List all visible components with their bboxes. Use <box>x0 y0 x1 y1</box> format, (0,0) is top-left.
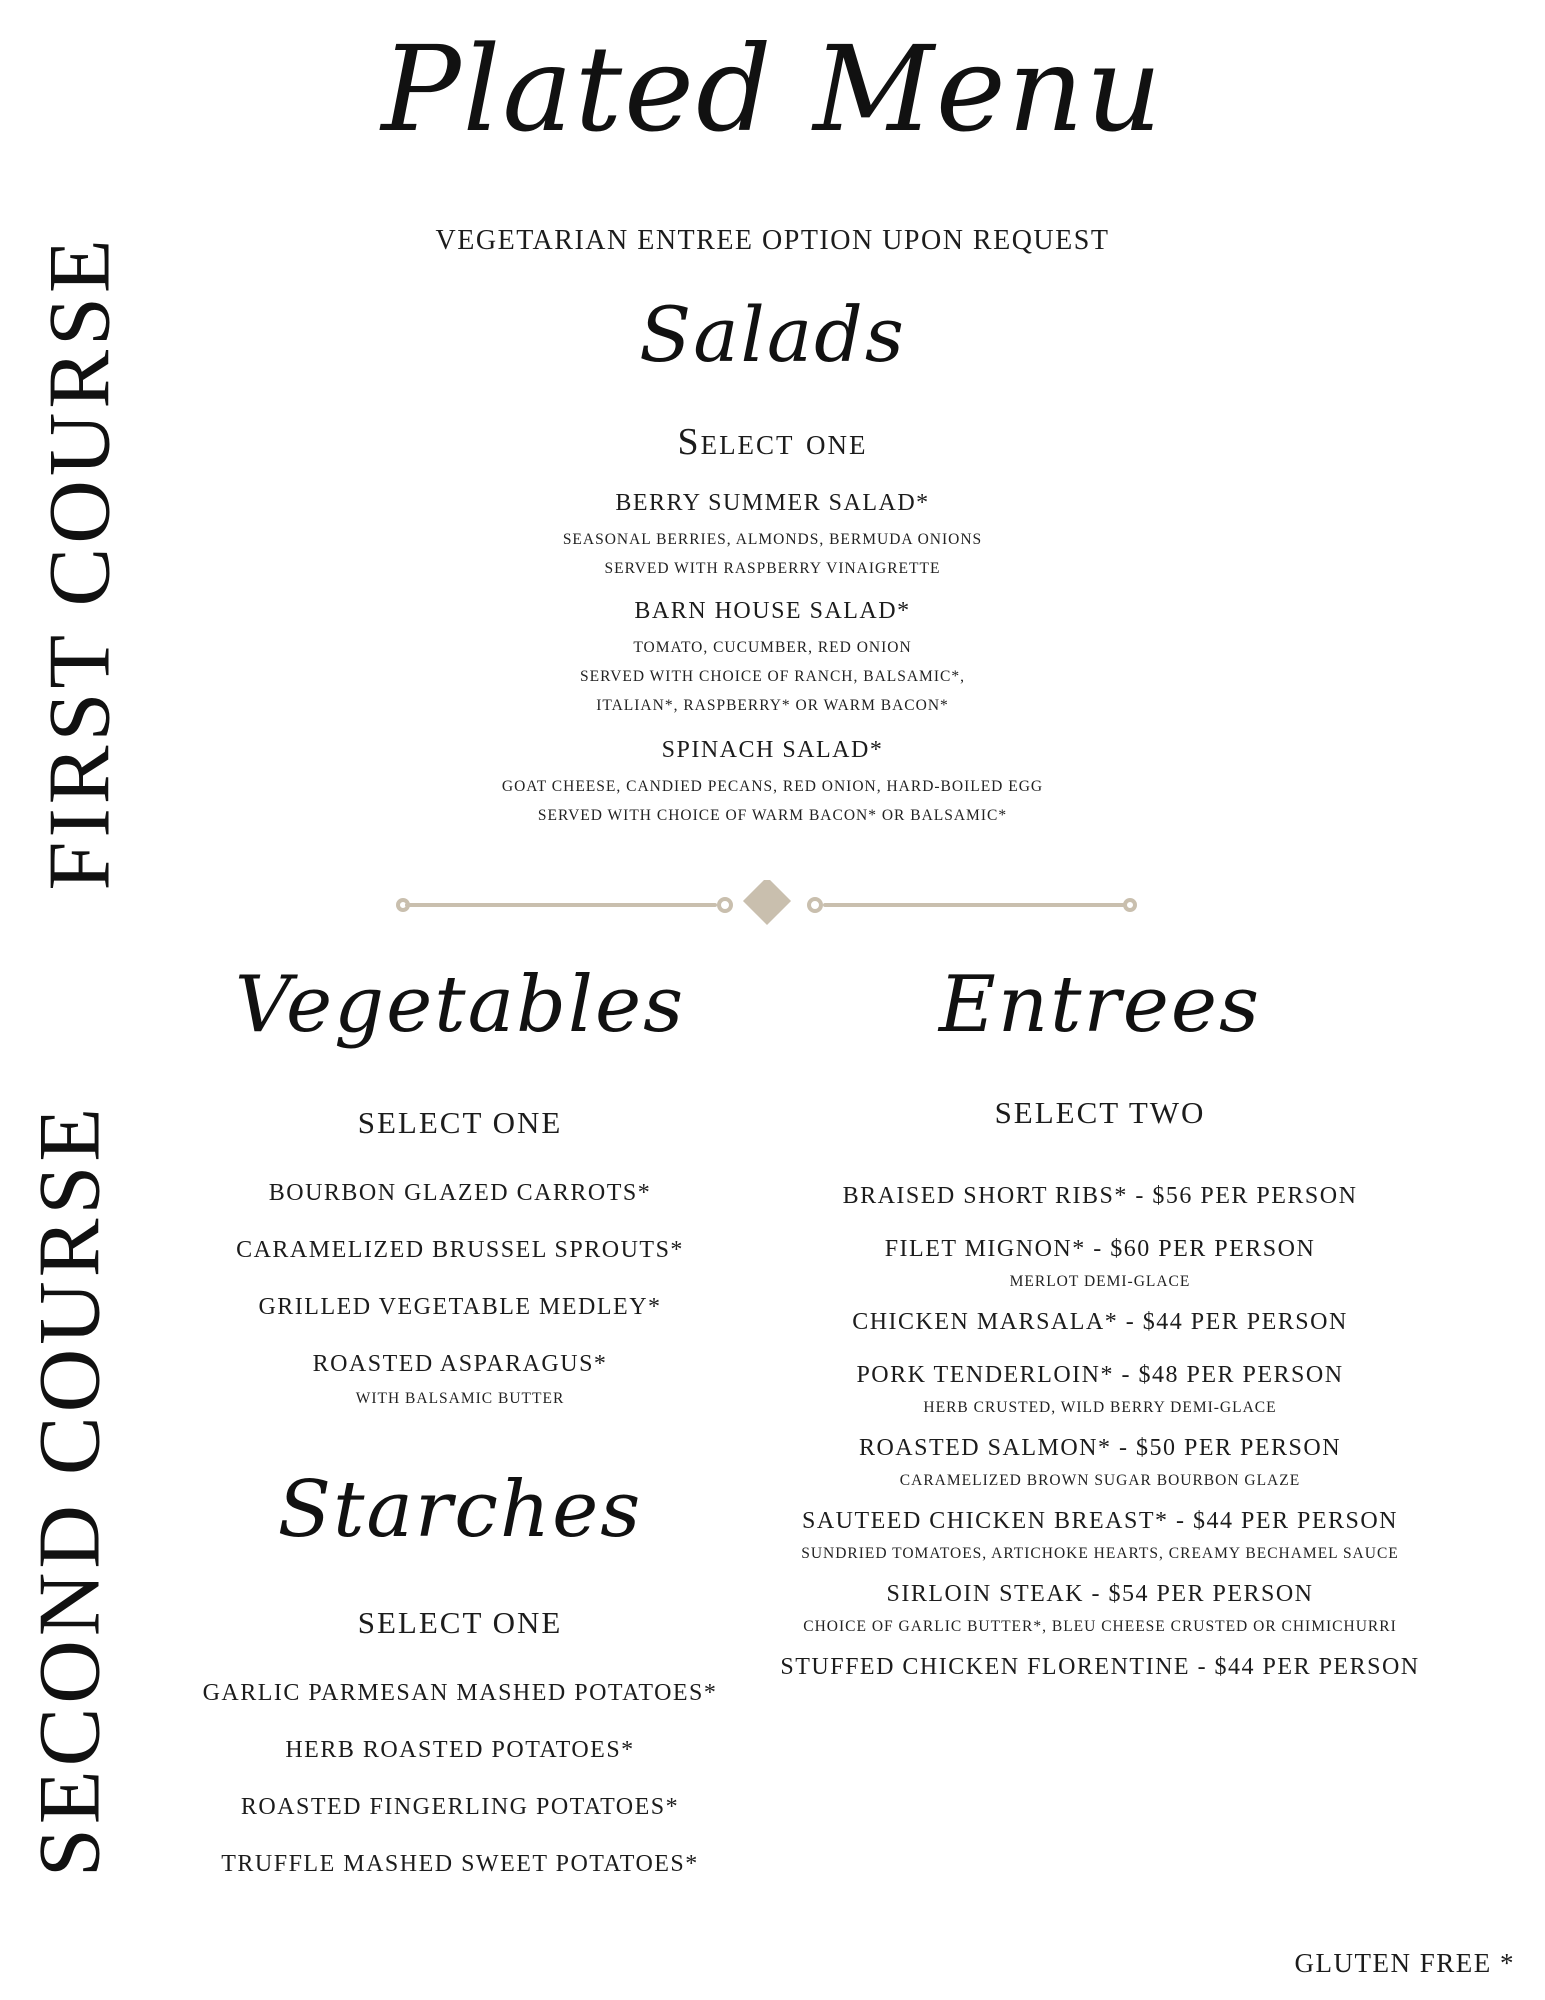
entrees-select-label: SELECT TWO <box>994 1095 1206 1130</box>
entree-item: FILET MIGNON* - $60 PER PERSON <box>884 1236 1316 1262</box>
salad-desc: SERVED WITH RASPBERRY VINAIGRETTE <box>604 560 941 577</box>
salads-heading: Salads <box>639 290 906 379</box>
starches-list <box>180 1680 740 1878</box>
vegetables-heading: Vegetables <box>234 960 686 1050</box>
salad-desc: SEASONAL BERRIES, ALMONDS, BERMUDA ONIONS <box>562 531 983 548</box>
salad-name: BERRY SUMMER SALAD* <box>615 490 930 516</box>
vegetable-desc: WITH BALSAMIC BUTTER <box>355 1390 565 1407</box>
salad-desc: ITALIAN*, RASPBERRY* OR WARM BACON* <box>596 697 949 714</box>
entree-item: PORK TENDERLOIN* - $48 PER PERSON <box>856 1362 1344 1388</box>
salad-desc: SERVED WITH CHOICE OF WARM BACON* OR BALSAMIC* <box>537 807 1008 824</box>
entree-item: STUFFED CHICKEN FLORENTINE - $44 PER PERSON <box>780 1654 1420 1680</box>
first-course-label: FIRST COURSE <box>31 235 129 891</box>
salad-desc: TOMATO, CUCUMBER, RED ONION <box>633 639 912 656</box>
starches-heading: Starches <box>277 1465 643 1555</box>
gluten-free-legend: GLUTEN FREE * <box>1294 1948 1515 1978</box>
starch-item: HERB ROASTED POTATOES* <box>285 1737 635 1763</box>
entree-desc: MERLOT DEMI-GLACE <box>1009 1273 1191 1290</box>
vegetables-list <box>180 1180 740 1408</box>
salad-list <box>0 490 1545 825</box>
vegetable-item: CARAMELIZED BRUSSEL SPROUTS* <box>236 1237 684 1263</box>
entree-desc: HERB CRUSTED, WILD BERRY DEMI-GLACE <box>923 1399 1277 1416</box>
vegetables-select-label: SELECT ONE <box>357 1105 563 1140</box>
entree-item: BRAISED SHORT RIBS* - $56 PER PERSON <box>842 1183 1358 1209</box>
salad-item <box>0 490 1545 578</box>
entree-desc: CHOICE OF GARLIC BUTTER*, BLEU CHEESE CRUSTED OR CHIMICHURRI <box>803 1618 1397 1635</box>
vegetable-item: BOURBON GLAZED CARROTS* <box>268 1180 652 1206</box>
entree-item: CHICKEN MARSALA* - $44 PER PERSON <box>852 1309 1348 1335</box>
entree-item: ROASTED SALMON* - $50 PER PERSON <box>858 1435 1342 1461</box>
starch-item: TRUFFLE MASHED SWEET POTATOES* <box>221 1851 699 1877</box>
entree-desc: SUNDRIED TOMATOES, ARTICHOKE HEARTS, CREAMY BECHAMEL SAUCE <box>801 1545 1399 1562</box>
salad-item <box>0 598 1545 715</box>
divider-diamond <box>743 880 791 925</box>
vegetable-item: GRILLED VEGETABLE MEDLEY* <box>258 1294 662 1320</box>
entrees-heading: Entrees <box>938 960 1262 1050</box>
starches-select-label: SELECT ONE <box>357 1605 563 1640</box>
second-course-label: SECOND COURSE <box>21 1103 119 1878</box>
salad-name: SPINACH SALAD* <box>661 737 884 763</box>
salad-desc: SERVED WITH CHOICE OF RANCH, BALSAMIC*, <box>580 668 965 685</box>
ornamental-divider <box>395 880 1145 930</box>
salad-item <box>0 737 1545 825</box>
entree-item: SAUTEED CHICKEN BREAST* - $44 PER PERSON <box>801 1508 1399 1534</box>
starch-item: GARLIC PARMESAN MASHED POTATOES* <box>202 1680 718 1706</box>
entree-desc: CARAMELIZED BROWN SUGAR BOURBON GLAZE <box>899 1472 1301 1489</box>
vegetable-item: ROASTED ASPARAGUS* <box>312 1351 608 1377</box>
entree-item: SIRLOIN STEAK - $54 PER PERSON <box>886 1581 1314 1607</box>
entrees-list <box>770 1183 1430 1681</box>
starch-item: ROASTED FINGERLING POTATOES* <box>240 1794 680 1820</box>
salad-name: BARN HOUSE SALAD* <box>634 598 911 624</box>
salads-select-label: Select one <box>677 421 868 463</box>
salad-desc: GOAT CHEESE, CANDIED PECANS, RED ONION, HARD-BOILED EGG <box>501 778 1044 795</box>
vegetarian-note: VEGETARIAN ENTREE OPTION UPON REQUEST <box>435 225 1110 256</box>
page-title: Plated Menu <box>381 20 1164 158</box>
